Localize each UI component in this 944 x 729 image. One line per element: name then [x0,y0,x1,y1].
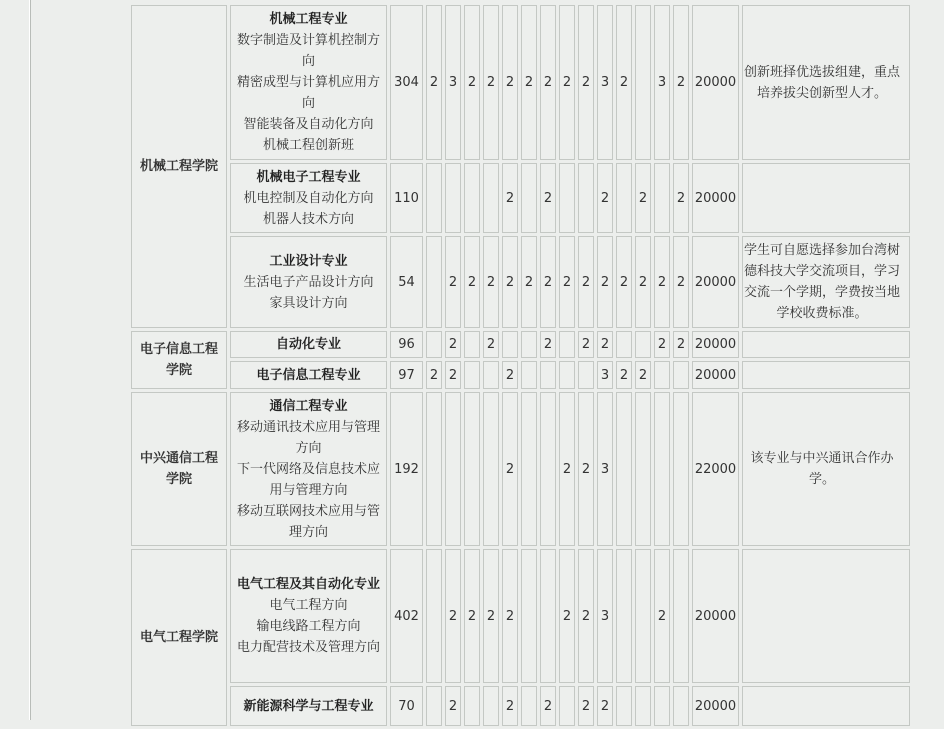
province-quota-cell [559,361,575,389]
province-quota-cell: 2 [597,163,613,233]
province-quota-cell: 2 [654,236,670,328]
province-quota-cell: 2 [540,331,556,358]
province-quota-cell: 2 [502,163,518,233]
tuition-cell: 20000 [692,549,739,683]
province-quota-cell: 2 [502,236,518,328]
major-cell [230,361,387,389]
province-quota-cell [635,686,651,726]
province-quota-cell: 2 [635,236,651,328]
major-direction: 生活电子产品设计方向 [243,274,374,290]
major-title: 通信工程专业 [269,398,348,414]
note-cell [742,686,910,726]
province-quota-cell: 2 [673,236,689,328]
tuition-cell: 20000 [692,686,739,726]
table-row [131,549,910,683]
major-title: 机械工程专业 [269,12,348,27]
major-direction: 机械工程创新班 [262,138,354,153]
province-quota-cell [445,163,461,233]
province-quota-cell: 2 [597,331,613,358]
plan-count-cell: 402 [390,549,423,683]
province-quota-cell: 2 [578,392,594,546]
province-quota-cell [673,549,689,683]
major-title: 工业设计专业 [269,253,348,269]
province-quota-cell [540,361,556,389]
province-quota-cell: 2 [445,331,461,358]
major-cell [230,392,387,546]
province-quota-cell: 2 [502,686,518,726]
province-quota-cell [559,331,575,358]
note-cell [742,549,910,683]
province-quota-cell: 2 [616,236,632,328]
province-quota-cell [559,686,575,726]
province-quota-cell: 2 [502,392,518,546]
major-direction: 机电控制及自动化方向 [243,190,374,206]
province-quota-cell: 2 [521,5,537,160]
tuition-cell: 20000 [692,5,739,160]
province-quota-cell: 2 [445,686,461,726]
college-cell [131,549,227,726]
province-quota-cell [426,331,442,358]
province-quota-cell [521,163,537,233]
note-text: 该专业与中兴通讯合作办学。 [750,451,894,487]
major-cell [230,236,387,328]
plan-count-cell: 304 [390,5,423,160]
province-quota-cell [616,686,632,726]
major-direction: 移动通讯技术应用与管理方向 [236,419,380,456]
province-quota-cell [483,392,499,546]
college-cell [131,392,227,546]
college-name: 中兴通信工程学院 [139,451,218,487]
major-direction: 下一代网络及信息技术应用与管理方向 [236,461,380,498]
table-row [131,331,910,358]
tuition-cell: 20000 [692,236,739,328]
province-quota-cell [654,163,670,233]
major-direction: 家具设计方向 [269,295,348,311]
note-cell [742,236,910,328]
province-quota-cell [521,361,537,389]
province-quota-cell: 2 [597,236,613,328]
province-quota-cell: 2 [464,549,480,683]
province-quota-cell: 2 [483,331,499,358]
province-quota-cell [464,331,480,358]
province-quota-cell: 3 [654,5,670,160]
table-row [131,236,910,328]
major-title: 新能源科学与工程专业 [243,698,374,714]
province-quota-cell [483,361,499,389]
major-direction: 输电线路工程方向 [256,619,361,634]
plan-count-cell: 97 [390,361,423,389]
major-title: 机械电子工程专业 [256,169,361,185]
major-cell [230,549,387,683]
plan-count-cell: 110 [390,163,423,233]
plan-count-cell: 192 [390,392,423,546]
note-cell [742,361,910,389]
college-name: 机械工程学院 [139,159,218,174]
province-quota-cell [426,549,442,683]
province-quota-cell: 2 [559,392,575,546]
left-panel-edge [29,0,30,720]
province-quota-cell [635,549,651,683]
province-quota-cell: 2 [502,5,518,160]
province-quota-cell: 2 [540,236,556,328]
province-quota-cell [483,163,499,233]
province-quota-cell: 3 [597,392,613,546]
province-quota-cell [426,686,442,726]
province-quota-cell: 2 [673,5,689,160]
province-quota-cell [521,331,537,358]
province-quota-cell [464,163,480,233]
province-quota-cell: 2 [464,236,480,328]
province-quota-cell: 2 [635,163,651,233]
province-quota-cell [635,5,651,160]
province-quota-cell: 2 [502,549,518,683]
table-row [131,392,910,546]
province-quota-cell: 2 [445,236,461,328]
province-quota-cell: 2 [578,686,594,726]
province-quota-cell: 2 [635,361,651,389]
province-quota-cell: 2 [578,331,594,358]
province-quota-cell: 2 [654,549,670,683]
table-row [131,361,910,389]
major-direction: 精密成型与计算机应用方向 [236,75,380,111]
college-name: 电子信息工程学院 [139,342,218,378]
tuition-cell: 22000 [692,392,739,546]
province-quota-cell [521,549,537,683]
province-quota-cell [635,331,651,358]
major-direction: 电气工程方向 [269,598,348,613]
province-quota-cell [521,392,537,546]
province-quota-cell: 2 [521,236,537,328]
province-quota-cell [426,392,442,546]
major-title: 自动化专业 [275,337,341,352]
major-title: 电气工程及其自动化专业 [236,577,380,592]
province-quota-cell [616,331,632,358]
table-row [131,5,910,160]
province-quota-cell [445,392,461,546]
province-quota-cell [616,163,632,233]
province-quota-cell: 2 [540,686,556,726]
plan-count-cell: 70 [390,686,423,726]
major-direction: 数字制造及计算机控制方向 [236,33,380,69]
table-row [131,686,910,726]
note-cell [742,5,910,160]
note-cell [742,331,910,358]
tuition-cell: 20000 [692,331,739,358]
province-quota-cell: 2 [559,236,575,328]
province-quota-cell [654,686,670,726]
province-quota-cell [578,361,594,389]
province-quota-cell: 2 [559,549,575,683]
province-quota-cell [616,549,632,683]
province-quota-cell [673,686,689,726]
province-quota-cell [426,163,442,233]
province-quota-cell: 3 [445,5,461,160]
province-quota-cell [673,392,689,546]
major-cell [230,686,387,726]
province-quota-cell [559,163,575,233]
province-quota-cell: 2 [445,361,461,389]
tuition-cell: 20000 [692,163,739,233]
province-quota-cell [464,392,480,546]
province-quota-cell: 2 [578,5,594,160]
major-title: 电子信息工程专业 [256,367,361,383]
province-quota-cell [426,236,442,328]
province-quota-cell: 2 [483,5,499,160]
province-quota-cell: 2 [559,5,575,160]
major-cell [230,163,387,233]
province-quota-cell [464,361,480,389]
major-cell [230,5,387,160]
province-quota-cell: 2 [597,686,613,726]
note-cell [742,163,910,233]
province-quota-cell: 2 [654,331,670,358]
province-quota-cell [521,686,537,726]
table-body [131,5,910,726]
province-quota-cell: 2 [540,163,556,233]
province-quota-cell: 3 [597,361,613,389]
enrollment-plan-table [128,2,913,729]
major-cell [230,331,387,358]
province-quota-cell: 2 [673,331,689,358]
major-direction: 电力配营技术及管理方向 [236,640,380,655]
province-quota-cell [654,392,670,546]
province-quota-cell: 2 [578,549,594,683]
table-row [131,163,910,233]
tuition-cell: 20000 [692,361,739,389]
province-quota-cell: 2 [673,163,689,233]
province-quota-cell [464,686,480,726]
province-quota-cell: 2 [426,361,442,389]
province-quota-cell [578,163,594,233]
province-quota-cell: 2 [540,5,556,160]
major-direction: 智能装备及自动化方向 [243,117,374,132]
province-quota-cell [502,331,518,358]
college-cell [131,5,227,328]
province-quota-cell: 2 [464,5,480,160]
province-quota-cell: 2 [483,236,499,328]
province-quota-cell: 2 [445,549,461,683]
note-text: 学生可自愿选择参加台湾树德科技大学交流项目，学习交流一个学期，学费按当地学校收费标准。 [743,243,900,321]
province-quota-cell [654,361,670,389]
note-cell [742,392,910,546]
major-direction: 移动互联网技术应用与管理方向 [236,503,380,540]
province-quota-cell: 3 [597,5,613,160]
province-quota-cell: 2 [426,5,442,160]
province-quota-cell [616,392,632,546]
province-quota-cell [540,549,556,683]
college-cell [131,331,227,389]
college-name: 电气工程学院 [139,630,218,645]
province-quota-cell [673,361,689,389]
province-quota-cell: 2 [483,549,499,683]
major-direction: 机器人技术方向 [262,211,354,227]
left-panel [0,0,31,720]
province-quota-cell [635,392,651,546]
plan-count-cell: 54 [390,236,423,328]
province-quota-cell: 2 [502,361,518,389]
province-quota-cell: 2 [578,236,594,328]
plan-count-cell: 96 [390,331,423,358]
note-text: 创新班择优选拔组建，重点培养拔尖创新型人才。 [743,64,900,101]
province-quota-cell [483,686,499,726]
province-quota-cell [540,392,556,546]
province-quota-cell: 3 [597,549,613,683]
province-quota-cell: 2 [616,5,632,160]
province-quota-cell: 2 [616,361,632,389]
